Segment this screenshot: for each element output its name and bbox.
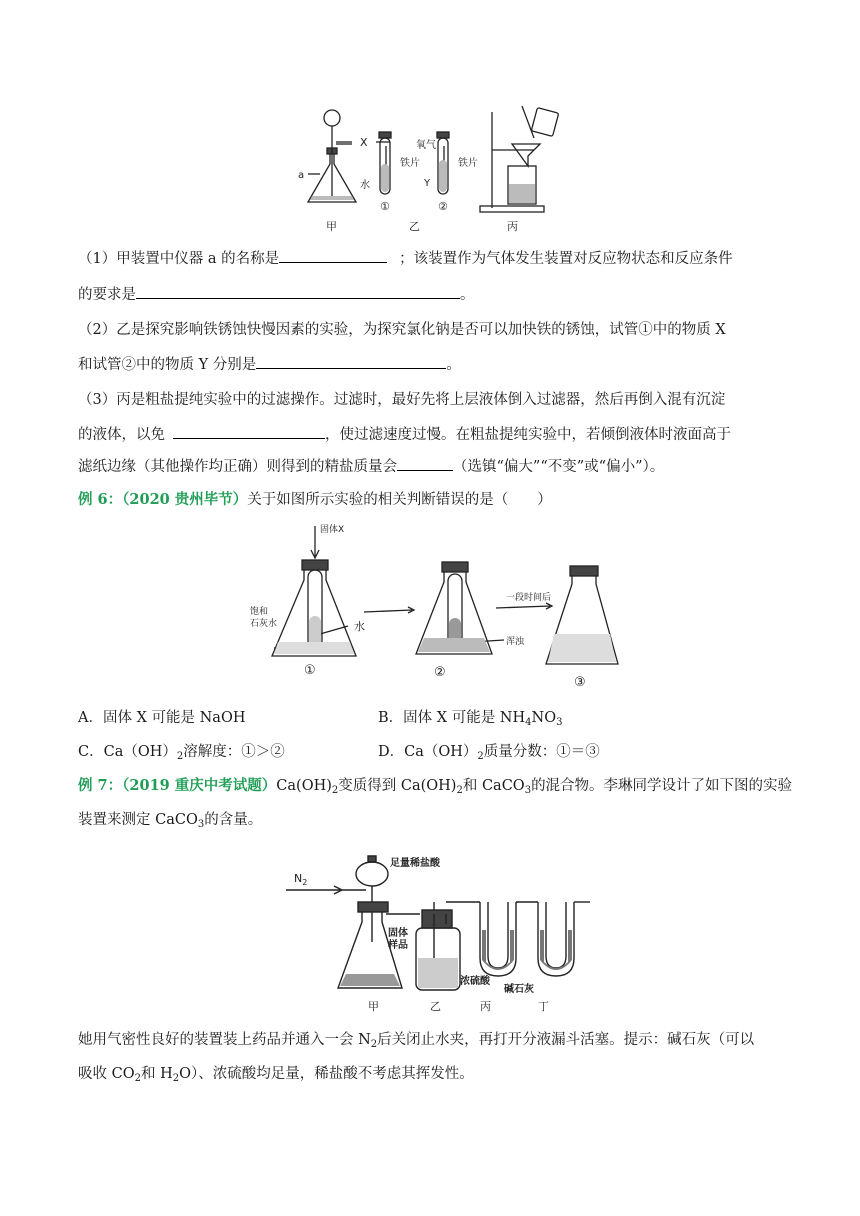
- caption-yi: 乙: [430, 1000, 441, 1013]
- filter-funnel: [512, 144, 540, 166]
- separatory-funnel: [356, 862, 388, 886]
- tube-1-number: ①: [380, 200, 390, 213]
- label-after-time: 一段时间后: [506, 593, 552, 603]
- q1-line-1: （1）甲装置中仪器 a 的名称是 ；该装置作为气体发生装置对反应物状态和反应条件: [78, 248, 733, 269]
- figure-apparatus-1: [290, 104, 570, 236]
- label-n2: $N_2$: [294, 872, 308, 887]
- answer-blank-instrument[interactable]: [279, 248, 387, 263]
- label-saturated: 饱和: [250, 607, 269, 617]
- option-b[interactable]: B．固体 X 可能是 $NH_4NO_3$: [378, 710, 563, 728]
- option-a[interactable]: A．固体 X 可能是 NaOH: [78, 710, 246, 726]
- label-a: a: [298, 170, 305, 181]
- caption-jia: 甲: [368, 1000, 379, 1013]
- example-7-tag: 例 7：（2019 重庆中考试题）: [78, 777, 277, 794]
- q3-line-1: （3）丙是粗盐提纯实验中的过滤操作。过滤时，最好先将上层液体倒入过滤器，然后再倒入混有沉淀: [78, 392, 726, 408]
- answer-blank-mass[interactable]: [397, 456, 453, 471]
- caption-bing: 丙: [507, 220, 518, 233]
- paragraph-line-2: 吸收 $CO_2$和 $H_2O$）、浓硫酸均足量，稀盐酸不考虑其挥发性。: [78, 1066, 474, 1084]
- label-h2so4: 浓硫酸: [460, 976, 490, 987]
- caption-yi: 乙: [409, 220, 420, 233]
- paragraph-line-1: 她用气密性良好的装置装上药品并通入一会 $N_2$后关闭止水夹，再打开分液漏斗活塞。提示：碱石灰（可以: [78, 1032, 755, 1050]
- option-d[interactable]: D．$Ca(OH)_2$质量分数：①＝③: [378, 744, 600, 762]
- example-7-heading: 例 7：（2019 重庆中考试题）$Ca(OH)_2$变质得到 $Ca(OH)_2$和 CaCO$_3$的混合物。李琳同学设计了如下图的实验: [78, 777, 793, 796]
- flask-1-number: ①: [304, 663, 316, 678]
- label-solid-x: 固体X: [320, 525, 345, 535]
- q3-line-3: 滤纸边缘（其他操作均正确）则得到的精盐质量会 （选镇“偏大”“不变”或“偏小”）。: [78, 456, 664, 477]
- label-soda-lime: 碱石灰: [504, 984, 534, 995]
- flask-2-number: ②: [434, 665, 446, 680]
- caption-ding: 丁: [538, 1000, 549, 1013]
- q2-line-2: 和试管②中的物质 Y 分别是 。: [78, 354, 461, 375]
- label-oxygen: 氧气: [416, 140, 436, 151]
- example-7-line-2: 装置来测定 CaCO$_3$的含量。: [78, 812, 263, 830]
- label-x: X: [360, 136, 368, 149]
- label-iron-2: 铁片: [458, 158, 478, 169]
- answer-blank-xy[interactable]: [256, 354, 446, 369]
- q3-line-2: 的液体，以免 ，使过滤速度过慢。在粗盐提纯实验中，若倾倒液体时液面高于: [78, 424, 731, 445]
- iron-stand: [480, 206, 544, 212]
- example-6-heading: [78, 490, 552, 510]
- example-6-tag: 例 6：（2020 贵州毕节）: [78, 491, 248, 508]
- pouring-beaker: [531, 108, 558, 137]
- answer-blank-avoid[interactable]: [173, 424, 325, 439]
- q1-line-2: 的要求是 。: [78, 284, 475, 305]
- label-turbid: 浑浊: [506, 637, 525, 647]
- label-hcl: 足量稀盐酸: [390, 858, 440, 869]
- label-sample-1: 固体: [388, 928, 408, 939]
- caption-bing: 丙: [480, 1000, 491, 1013]
- answer-blank-requirement[interactable]: [136, 284, 460, 299]
- label-water: 水: [360, 180, 370, 191]
- option-c[interactable]: C．$Ca(OH)_2$溶解度：①＞②: [78, 744, 285, 762]
- label-water: 水: [354, 620, 365, 633]
- label-limewater: 石灰水: [250, 619, 278, 629]
- tube-2-number: ②: [438, 200, 448, 213]
- example-6-question: 关于如图所示实验的相关判断错误的是（ ）: [247, 492, 552, 508]
- label-y: Y: [424, 178, 431, 189]
- q2-line-1: （2）乙是探究影响铁锈蚀快慢因素的实验，为探究氯化钠是否可以加快铁的锈蚀，试管①中的物质 X: [78, 322, 726, 338]
- figure-example-6: [244, 522, 624, 694]
- label-iron-1: 铁片: [400, 158, 420, 169]
- figure-example-7: [282, 842, 594, 1018]
- caption-jia: 甲: [326, 220, 337, 233]
- label-sample-2: 样品: [388, 940, 408, 951]
- flask-3-number: ③: [574, 675, 586, 690]
